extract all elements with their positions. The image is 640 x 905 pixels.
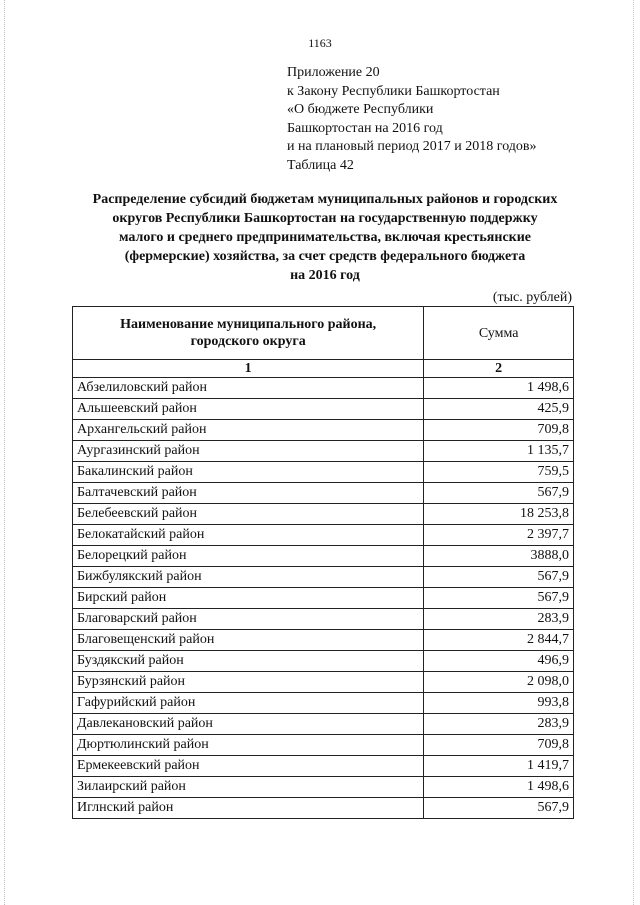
table-row [73,756,574,777]
district-name-cell: Аургазинский район [73,441,424,462]
district-name-cell: Архангельский район [73,420,424,441]
table-header-row [73,307,574,360]
district-name-cell: Буздякский район [73,651,424,672]
district-name-cell: Бурзянский район [73,672,424,693]
district-name-cell: Белорецкий район [73,546,424,567]
table-row [73,777,574,798]
district-name-cell: Абзелиловский район [73,378,424,399]
column-number-1: 1 [73,360,424,378]
units-label: (тыс. рублей) [492,290,572,305]
header-name-line1: Наименование муниципального района, [120,317,377,332]
district-name-cell: Бирский район [73,588,424,609]
district-name-cell: Ермекеевский район [73,756,424,777]
header-name-line2: городского округа [190,334,306,349]
appendix-line: Башкортостан на 2016 год [287,120,443,136]
district-name-cell: Гафурийский район [73,693,424,714]
amount-cell: 283,9 [424,714,574,735]
district-name-cell: Белокатайский район [73,525,424,546]
amount-cell: 709,8 [424,420,574,441]
amount-cell: 567,9 [424,588,574,609]
amount-cell: 1 498,6 [424,378,574,399]
amount-cell: 567,9 [424,483,574,504]
table-row [73,483,574,504]
district-name-cell: Благовещенский район [73,630,424,651]
amount-cell: 2 844,7 [424,630,574,651]
page-edge-right [633,0,634,905]
table-row [73,714,574,735]
amount-cell: 283,9 [424,609,574,630]
appendix-line: Таблица 42 [287,157,354,173]
amount-cell: 993,8 [424,693,574,714]
table-row [73,420,574,441]
title-line: малого и среднего предпринимательства, включая крестьянские [118,230,532,245]
amount-cell: 709,8 [424,735,574,756]
table-row [73,525,574,546]
column-number-row [73,360,574,378]
table-row [73,399,574,420]
district-name-cell: Давлекановский район [73,714,424,735]
page-number: 1163 [308,36,332,50]
amount-cell: 425,9 [424,399,574,420]
table-row [73,462,574,483]
amount-cell: 1 419,7 [424,756,574,777]
amount-cell: 759,5 [424,462,574,483]
title-line: (фермерские) хозяйства, за счет средств федерального бюджета [124,249,526,264]
table-body [73,378,574,819]
amount-cell: 1 135,7 [424,441,574,462]
table-row [73,546,574,567]
table-row [73,378,574,399]
district-name-cell: Балтачевский район [73,483,424,504]
amount-cell: 3888,0 [424,546,574,567]
appendix-line: Приложение 20 [287,65,380,80]
table-row [73,672,574,693]
table-row [73,798,574,819]
table-row [73,651,574,672]
district-name-cell: Дюртюлинский район [73,735,424,756]
table-row [73,609,574,630]
amount-cell: 1 498,6 [424,777,574,798]
table-row [73,567,574,588]
amount-cell: 2 098,0 [424,672,574,693]
appendix-line: «О бюджете Республики [287,102,434,118]
amount-cell: 18 253,8 [424,504,574,525]
column-header-name [73,307,424,360]
title-line: Распределение субсидий бюджетам муниципальных районов и городских [92,192,558,207]
amount-cell: 567,9 [424,798,574,819]
column-number-2: 2 [424,360,574,378]
table-row [73,630,574,651]
title-line: на 2016 год [290,268,360,283]
title-line: округов Республики Башкортостан на государственную поддержку [112,211,538,226]
document-title [60,190,590,285]
district-name-cell: Альшеевский район [73,399,424,420]
table-row [73,735,574,756]
amount-cell: 2 397,7 [424,525,574,546]
appendix-line: и на плановый период 2017 и 2018 годов» [287,139,537,155]
appendix-line: к Закону Республики Башкортостан [287,83,500,99]
table-row [73,588,574,609]
district-name-cell: Белебеевский район [73,504,424,525]
district-name-cell: Иглнский район [73,798,424,819]
district-name-cell: Благоварский район [73,609,424,630]
subsidy-table [72,306,574,819]
district-name-cell: Бакалинский район [73,462,424,483]
district-name-cell: Бижбулякский район [73,567,424,588]
district-name-cell: Зилаирский район [73,777,424,798]
table-row [73,693,574,714]
table-row [73,504,574,525]
column-header-amount: Сумма [424,307,574,360]
amount-cell: 567,9 [424,567,574,588]
amount-cell: 496,9 [424,651,574,672]
appendix-block [287,64,537,176]
page-edge-left [4,0,5,905]
table-row [73,441,574,462]
